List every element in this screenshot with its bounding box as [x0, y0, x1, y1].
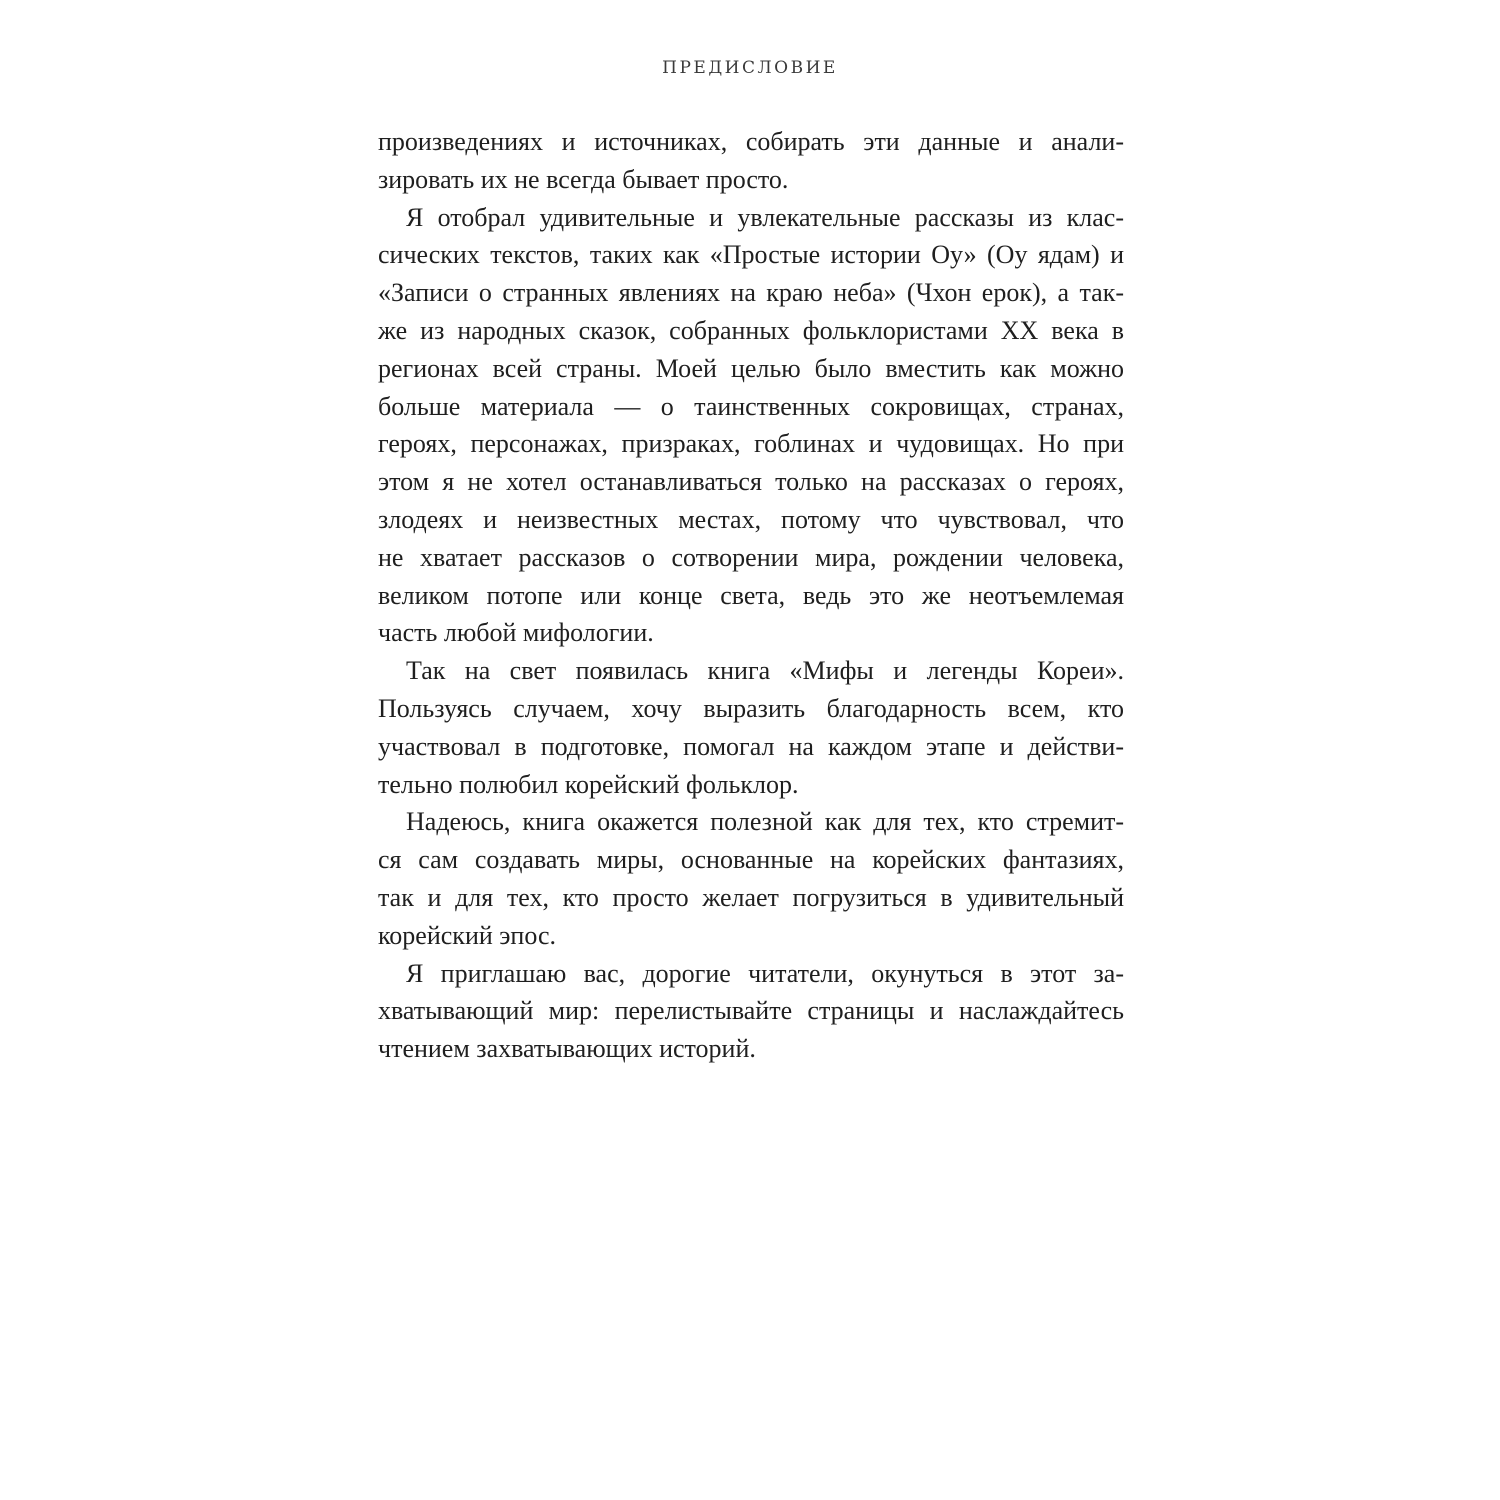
- text-line: тельно полюбил корейский фольклор.: [378, 769, 799, 799]
- text-line: Я отобрал удивительные и увлекательные рассказы из клас-: [406, 202, 1124, 232]
- text-line: чтением захватывающих историй.: [378, 1034, 756, 1064]
- paragraph: [378, 199, 1124, 653]
- body-text: [378, 123, 1124, 1068]
- text-line: часть любой мифологии.: [378, 618, 654, 648]
- text-line: же из народных сказок, собранных фольклористами XX века в: [378, 315, 1124, 345]
- text-line: зировать их не всегда бывает просто.: [378, 164, 789, 194]
- text-line: великом потопе или конце света, ведь это же неотъемлемая: [378, 580, 1124, 610]
- text-line: Я приглашаю вас, дорогие читатели, окунуться в этот за-: [406, 958, 1124, 988]
- text-line: регионах всей страны. Моей целью было вместить как можно: [378, 353, 1124, 383]
- text-line: героях, персонажах, призраках, гоблинах и чудовищах. Но при: [378, 429, 1124, 459]
- running-head: ПРЕДИСЛОВИЕ: [662, 58, 838, 78]
- paragraph: [378, 803, 1124, 954]
- text-line: ся сам создавать миры, основанные на корейских фантазиях,: [378, 845, 1124, 875]
- text-line: произведениях и источниках, собирать эти данные и анали-: [378, 127, 1124, 156]
- paragraph: [378, 652, 1124, 803]
- text-line: хватывающий мир: перелистывайте страницы и наслаждайтесь: [378, 996, 1124, 1026]
- text-line: злодеях и неизвестных местах, потому что чувствовал, что: [378, 504, 1124, 534]
- text-line: Так на свет появилась книга «Мифы и легенды Кореи».: [406, 656, 1124, 686]
- text-line: так и для тех, кто просто желает погрузиться в удивительный: [378, 882, 1124, 912]
- text-line: корейский эпос.: [378, 920, 557, 950]
- paragraph-continuation: [378, 123, 1124, 199]
- text-line: сических текстов, таких как «Простые истории Оу» (Оу ядам) и: [378, 240, 1124, 270]
- text-line: не хватает рассказов о сотворении мира, рождении человека,: [378, 542, 1124, 572]
- paragraph: [378, 955, 1124, 1068]
- text-line: этом я не хотел останавливаться только на рассказах о героях,: [378, 467, 1124, 497]
- text-line: Пользуясь случаем, хочу выразить благодарность всем, кто: [378, 693, 1124, 723]
- text-line: «Записи о странных явлениях на краю неба» (Чхон ерок), а так-: [378, 278, 1124, 308]
- text-line: Надеюсь, книга окажется полезной как для тех, кто стремит-: [406, 807, 1124, 837]
- text-line: больше материала — о таинственных сокровищах, странах,: [378, 391, 1124, 421]
- text-line: участвовал в подготовке, помогал на каждом этапе и действи-: [378, 731, 1124, 761]
